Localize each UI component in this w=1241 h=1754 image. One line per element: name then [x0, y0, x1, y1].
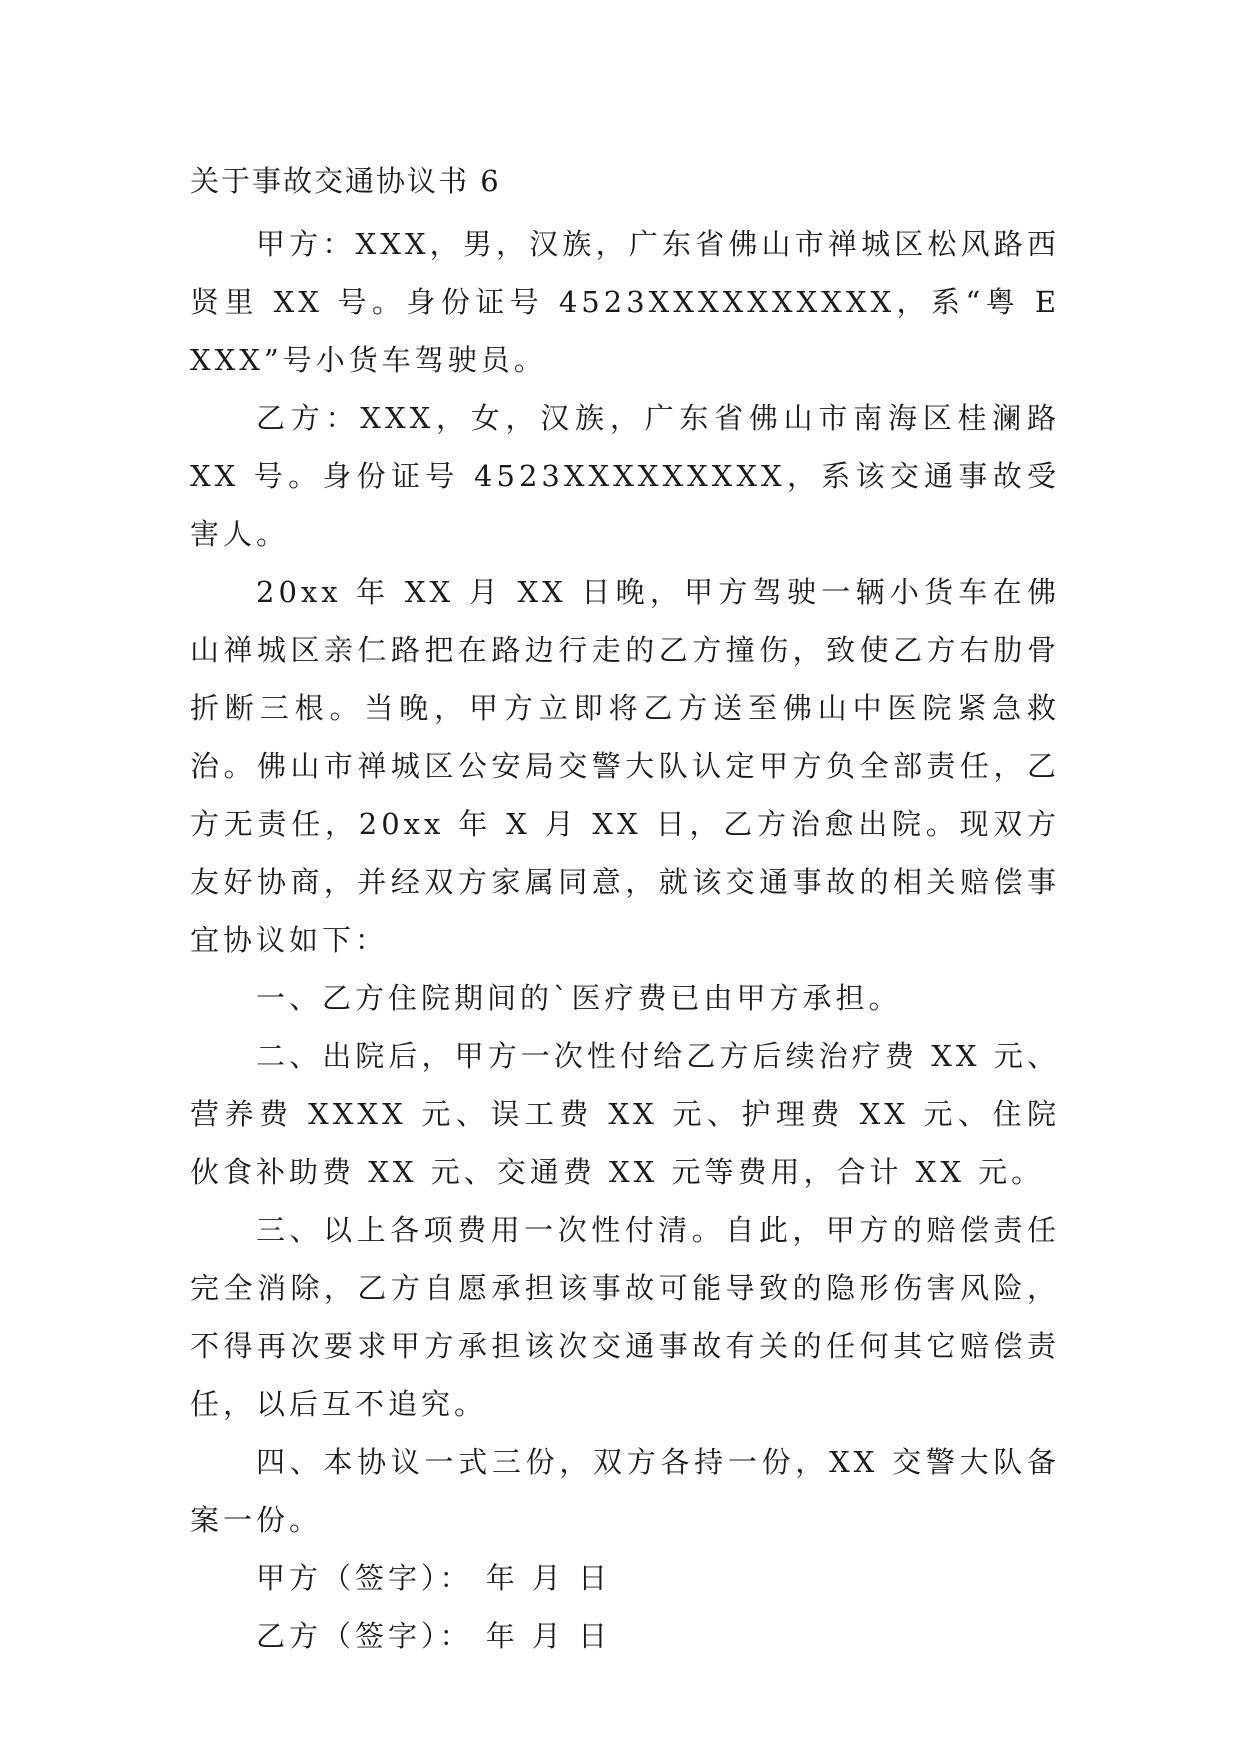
clause-three: 三、以上各项费用一次性付清。自此，甲方的赔偿责任完全消除，乙方自愿承担该事故可能导致的隐形伤害风险，不得再次要求甲方承担该次交通事故有关的任何其它赔偿责任，以后互不追究。 — [190, 1213, 1060, 1421]
party-a-signature-line: 甲方（签字）： 年 月 日 — [256, 1561, 612, 1595]
clause-four: 四、本协议一式三份，双方各持一份，XX 交警大队备案一份。 — [190, 1445, 1060, 1537]
party-b-info: 乙方：XXX，女，汉族，广东省佛山市南海区桂澜路 XX 号。身份证号 4523XXXXXXXXX，系该交通事故受害人。 — [190, 401, 1060, 551]
party-a-info: 甲方：XXX，男，汉族，广东省佛山市禅城区松风路西贤里 XX 号。身份证号 4523XXXXXXXXXX，系“粤 EXXX”号小货车驾驶员。 — [190, 227, 1060, 377]
accident-description: 20xx 年 XX 月 XX 日晚，甲方驾驶一辆小货车在佛山禅城区亲仁路把在路边行走的乙方撞伤，致使乙方右肋骨折断三根。当晚，甲方立即将乙方送至佛山中医院紧急救治。佛山市禅城区公安局交警大队认定甲方负全部责任，乙方无责任，20xx 年 X 月 XX 日，乙方治愈出院。现双方友好协商，并经双方家属同意，就该交通事故的相关赔偿事宜协议如下： — [190, 575, 1060, 957]
document-body — [190, 160, 1060, 1665]
party-b-signature-line: 乙方（签字）： 年 月 日 — [256, 1619, 612, 1653]
clause-two: 二、出院后，甲方一次性付给乙方后续治疗费 XX 元、营养费 XXXX 元、误工费 XX 元、护理费 XX 元、住院伙食补助费 XX 元、交通费 XX 元等费用，合计 XX 元。 — [190, 1039, 1060, 1189]
clause-one: 一、乙方住院期间的`医疗费已由甲方承担。 — [256, 981, 902, 1015]
document-title: 关于事故交通协议书 6 — [190, 164, 501, 198]
